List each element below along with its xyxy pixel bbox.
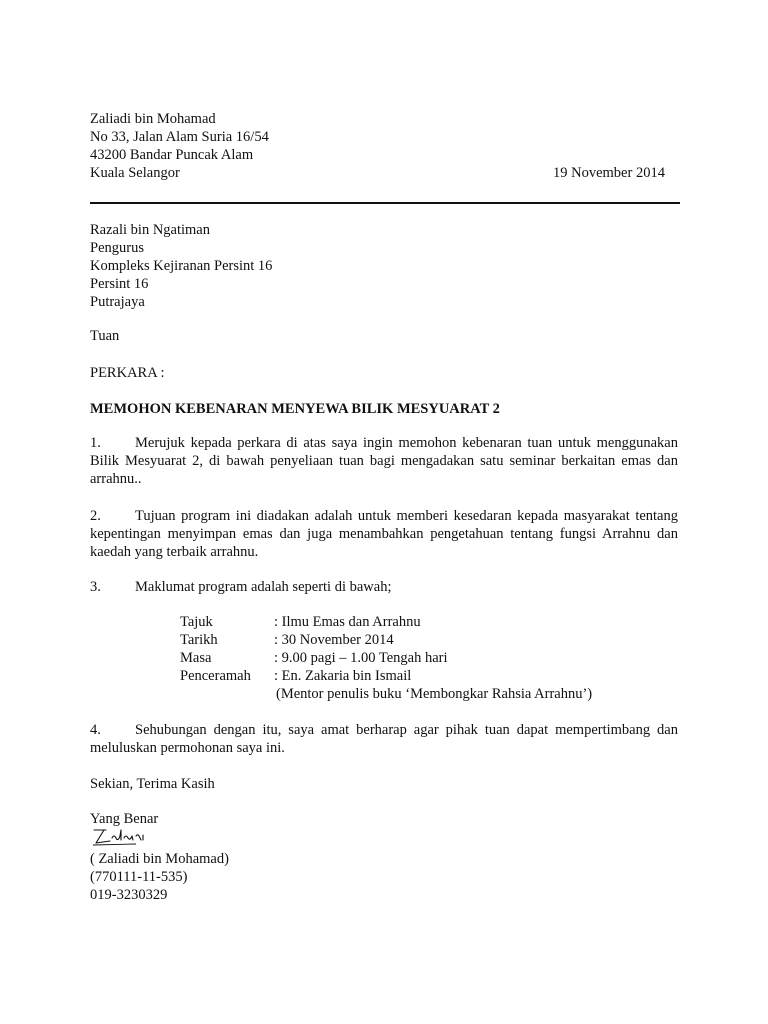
signoff-block xyxy=(90,850,678,904)
sender-address-line: 43200 Bandar Puncak Alam xyxy=(90,147,254,163)
signoff-ic: (770111-11-535) xyxy=(90,869,188,885)
paragraph-text: Tujuan program ini diadakan adalah untuk memberi kesedaran kepada masyarakat xyxy=(135,508,630,524)
salutation: Tuan xyxy=(90,328,120,344)
sender-address-line: Kuala Selangor xyxy=(90,165,180,181)
paragraph-text: Maklumat program adalah seperti di bawah; xyxy=(135,579,392,595)
signature xyxy=(90,826,150,848)
detail-label: Masa xyxy=(180,650,212,666)
paragraph-2 xyxy=(90,507,678,561)
subject-label: PERKARA : xyxy=(90,365,165,381)
paragraph-text: meluluskan permohonan saya ini. xyxy=(90,740,285,756)
detail-note: (Mentor penulis buku ‘Membongkar Rahsia Arrahnu’) xyxy=(276,686,593,702)
header-divider xyxy=(90,202,680,204)
subject-title: MEMOHON KEBENARAN MENYEWA BILIK MESYUARAT 2 xyxy=(90,401,500,417)
paragraph-text: tentang kepentingan menyimpan emas dan juga menambahkan pengetahuan tentang fungsi Arrahnu dan kaedah yang terbaik arrahnu. xyxy=(90,508,678,560)
detail-value: : 9.00 pagi – 1.00 Tengah hari xyxy=(274,650,448,666)
detail-value: : En. Zakaria bin Ismail xyxy=(274,668,412,684)
recipient-line: Putrajaya xyxy=(90,294,145,310)
recipient-line: Kompleks Kejiranan Persint 16 xyxy=(90,258,273,274)
paragraph-4 xyxy=(90,721,678,757)
paragraph-number: 1. xyxy=(90,435,101,451)
sender-name: Zaliadi bin Mohamad xyxy=(90,111,216,127)
detail-label: Penceramah xyxy=(180,668,251,684)
detail-row xyxy=(180,631,592,649)
paragraph-3 xyxy=(90,578,678,596)
letter-date: 19 November 2014 xyxy=(553,165,665,181)
signoff-phone: 019-3230329 xyxy=(90,887,168,903)
program-details xyxy=(180,613,592,703)
paragraph-text: Sehubungan dengan itu, saya amat berharap agar pihak tuan dapat mempertimbang dan xyxy=(135,722,678,738)
paragraph-text: Merujuk kepada perkara di atas saya ingin memohon kebenaran tuan untuk menggunakan xyxy=(135,435,678,451)
detail-label: Tajuk xyxy=(180,614,213,630)
signoff-name: ( Zaliadi bin Mohamad) xyxy=(90,851,229,867)
recipient-line: Razali bin Ngatiman xyxy=(90,222,210,238)
paragraph-text: Bilik Mesyuarat 2, di bawah penyeliaan tuan bagi mengadakan satu seminar berkaitan emas dan arrahnu.. xyxy=(90,453,678,487)
paragraph-number: 3. xyxy=(90,579,101,595)
paragraph-number: 2. xyxy=(90,508,101,524)
sender-address-line: No 33, Jalan Alam Suria 16/54 xyxy=(90,129,269,145)
detail-row xyxy=(180,667,592,685)
recipient-line: Persint 16 xyxy=(90,276,149,292)
detail-label: Tarikh xyxy=(180,632,218,648)
detail-row xyxy=(180,649,592,667)
paragraph-1 xyxy=(90,434,678,488)
closing-line: Sekian, Terima Kasih xyxy=(90,776,215,792)
detail-row xyxy=(180,613,592,631)
recipient-line: Pengurus xyxy=(90,240,144,256)
detail-value: : 30 November 2014 xyxy=(274,632,394,648)
detail-value: : Ilmu Emas dan Arrahnu xyxy=(274,614,421,630)
yang-benar: Yang Benar xyxy=(90,811,159,827)
recipient-address xyxy=(90,221,678,311)
paragraph-number: 4. xyxy=(90,722,101,738)
